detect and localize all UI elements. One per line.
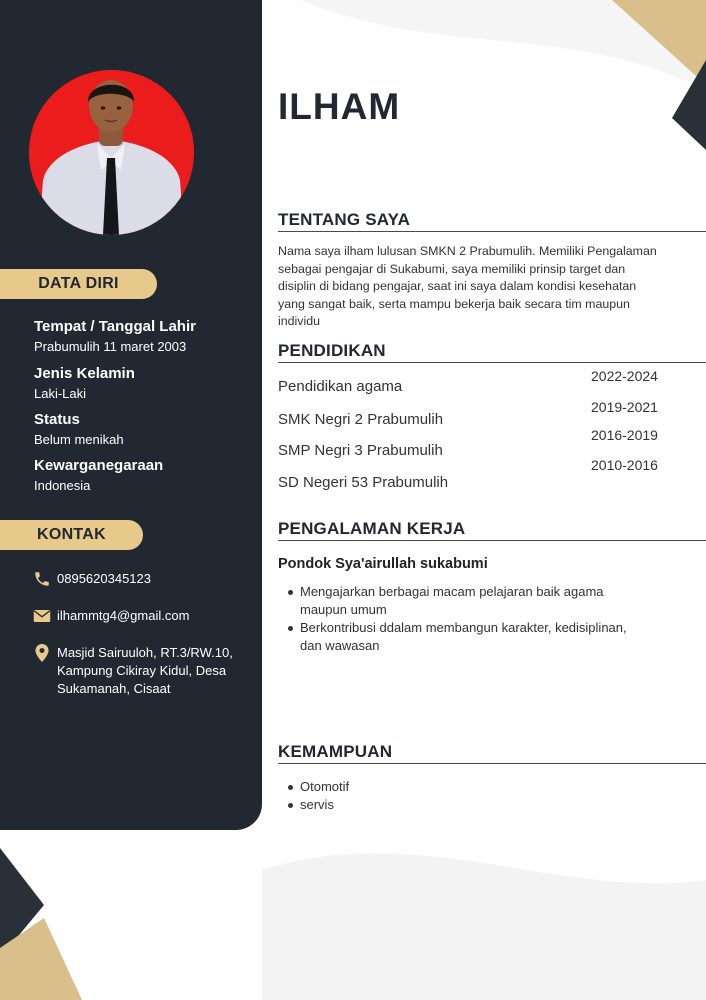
education-item-name: Pendidikan agama <box>278 378 403 395</box>
contact-phone <box>32 570 151 588</box>
education-heading: PENDIDIKAN <box>278 341 706 363</box>
contact-email <box>32 607 189 625</box>
education-item-years: 2016-2019 <box>591 427 658 443</box>
sidebar <box>0 0 262 830</box>
about-line: sebagai pengajar di Sukabumi, saya memiliki prinsip target dan <box>278 261 626 276</box>
list-item: Mengajarkan berbagai macam pelajaran baik agama maupun umum <box>278 583 698 619</box>
birth-label: Tempat / Tanggal Lahir <box>34 318 196 335</box>
list-item: servis <box>278 796 478 814</box>
education-item-years: 2019-2021 <box>591 399 658 415</box>
experience-list <box>278 583 698 655</box>
phone-number[interactable]: 0895620345123 <box>57 571 151 586</box>
profile-photo <box>29 70 194 235</box>
about-line: yang sangat baik, serta mampu bekerja baik secara tim maupun <box>278 296 630 311</box>
about-text <box>278 243 678 331</box>
education-item-years: 2010-2016 <box>591 457 658 473</box>
address-line: Kampung Cikiray Kidul, Desa <box>57 663 227 678</box>
profile-name: ILHAM <box>278 86 401 127</box>
data-diri-heading: DATA DIRI <box>0 269 157 299</box>
birth-value: Prabumulih 11 maret 2003 <box>34 339 187 354</box>
birth-field <box>34 318 196 355</box>
list-item: Berkontribusi ddalam membangun karakter, kedisiplinan, dan wawasan <box>278 619 698 655</box>
location-icon <box>32 644 52 662</box>
skills-list <box>278 778 478 814</box>
experience-heading: PENGALAMAN KERJA <box>278 519 706 541</box>
address-text <box>57 644 233 698</box>
education-item-name: SMP Negri 3 Prabumulih <box>278 442 443 459</box>
email-icon <box>32 607 52 625</box>
gender-field <box>34 365 135 402</box>
about-heading: TENTANG SAYA <box>278 210 706 232</box>
about-line: disiplin di bidang pengajar, saat ini saya dalam kondisi kesehatan <box>278 279 637 293</box>
education-item-name: SD Negeri 53 Prabumulih <box>278 474 449 491</box>
address-line: Masjid Sairuuloh, RT.3/RW.10, <box>57 645 233 660</box>
job-title: Pondok Sya'airullah sukabumi <box>278 556 488 572</box>
contact-address <box>32 644 233 698</box>
education-item-years: 2022-2024 <box>591 368 658 384</box>
citizenship-label: Kewarganegaraan <box>34 457 164 474</box>
about-line: individu <box>278 314 321 328</box>
status-value: Belum menikah <box>34 432 124 447</box>
main-content <box>278 0 706 1000</box>
kontak-heading: KONTAK <box>0 520 143 550</box>
about-line: Nama saya ilham lulusan SMKN 2 Prabumulih. Memiliki Pengalaman <box>278 244 657 258</box>
list-item: Otomotif <box>278 778 478 796</box>
gender-label: Jenis Kelamin <box>34 365 135 382</box>
address-line: Sukamanah, Cisaat <box>57 681 171 696</box>
education-item-name: SMK Negri 2 Prabumulih <box>278 411 444 428</box>
person-portrait-icon <box>29 70 194 235</box>
citizenship-field <box>34 457 163 494</box>
skills-heading: KEMAMPUAN <box>278 742 706 764</box>
status-label: Status <box>34 411 80 428</box>
status-field <box>34 411 124 448</box>
phone-icon <box>32 570 52 588</box>
email-address[interactable]: ilhammtg4@gmail.com <box>57 608 190 623</box>
gender-value: Laki-Laki <box>34 386 87 401</box>
citizenship-value: Indonesia <box>34 478 91 493</box>
